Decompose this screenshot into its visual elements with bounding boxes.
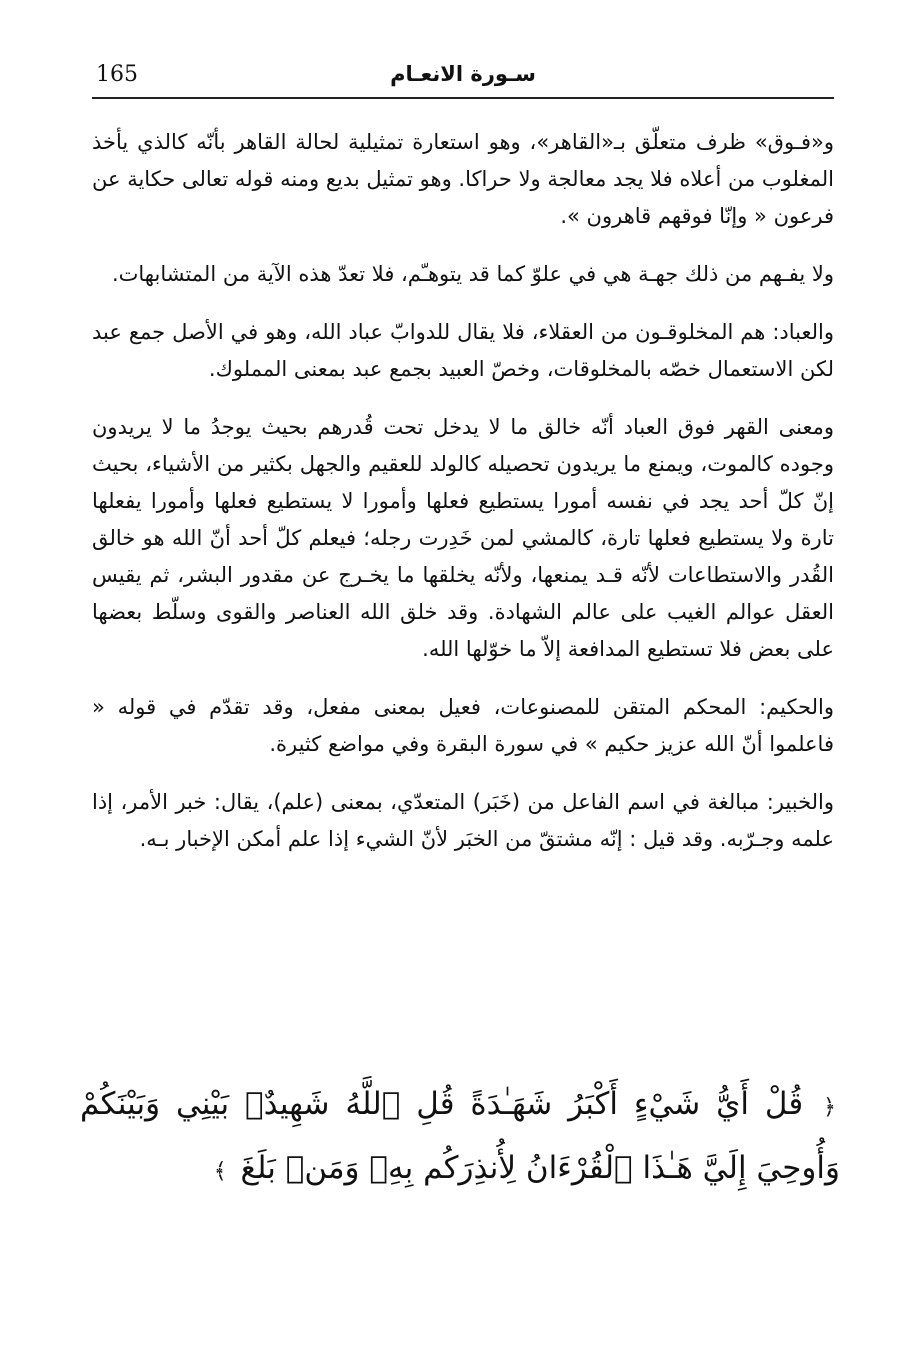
quran-verse xyxy=(80,1074,840,1202)
surah-title: سـورة الانعـام xyxy=(390,62,536,86)
verse-close-ornament: ﴾ xyxy=(213,1159,227,1184)
paragraph-ibad: والعباد: هم المخلوقـون من العقلاء، فلا يقال للدوابّ عباد الله، وهو في الأصل جمع عبد لكن الاستعمال خصّه بالمخلوقات، وخصّ العبيد بجمع عبد بمعنى المملوك. xyxy=(92,320,834,381)
paragraph-jiha: ولا يفـهم من ذلك جهـة هي في علوّ كما قد يتوهـّم، فلا تعدّ هذه الآية من المتشابهات. xyxy=(111,262,834,286)
body-text xyxy=(92,124,834,879)
paragraph-fawq: و«فـوق» ظرف متعلّق بـ«القاهر»، وهو استعارة تمثيلية لحالة القاهر بأنّه كالذي يأخذ المغلوب من أعلاه فلا يجد معالجة ولا حراكا. وهو تمثيل بديع ومنه قوله تعالى حكاية عن فرعون « وإنّا فوقهم قاهرون ». xyxy=(92,130,834,228)
paragraph-hakim: والحكيم: المحكم المتقن للمصنوعات، فعيل بمعنى مفعل، وقد تقدّم في قوله « فاعلموا أنّ الله عزيز حكيم » في سورة البقرة وفي مواضع كثيرة. xyxy=(92,695,834,756)
verse-open-ornament: ﴿ xyxy=(823,1095,836,1120)
header-divider xyxy=(92,97,834,99)
paragraph-qahr: ومعنى القهر فوق العباد أنّه خالق ما لا يدخل تحت قُدرهم بحيث يوجدُ ما لا يريدون وجوده كالموت، ويمنع ما يريدون تحصيله كالولد للعقيم والجهل بكثير من الأشياء، بحيث إنّ كلّ أحد يجد في نفسه أمورا يستطيع فعلها وأمورا لا يستطيع فعلها وأمورا يفعلها تارة ولا يستطيع فعلها تارة، كالمشي لمن خَدِرت رجله؛ فيعلم كلّ أحد أنّ الله هو خالق القُدر والاستطاعات لأنّه قـد يمنعها، ولأنّه يخلقها ما يخـرج عن مقدور البشر، ثم يقيس العقل عوالم الغيب على عالم الشهادة. وقد خلق الله العناصر والقوى وسلّط بعضها على بعض فلا تستطيع المدافعة إلاّ ما خوّلها الله. xyxy=(92,415,834,661)
verse-text: قُلْ أَيُّ شَيْءٍ أَكْبَرُ شَهَـٰدَةً قُلِ ٱللَّهُ شَهِيدٌۢ بَيْنِي وَبَيْنَكُمْ وَأُوحِيَ إِلَيَّ هَـٰذَا ٱلْقُرْءَانُ لِأُنذِرَكُم بِهِۦ وَمَنۢ بَلَغَ xyxy=(80,1086,840,1186)
page-header xyxy=(92,58,834,98)
paragraph-khabir: والخبير: مبالغة في اسم الفاعل من (خَبَر) المتعدّي، بمعنى (علم)، يقال: خبر الأمر، إذا علمه وجـرّبه. وقد قيل : إنّه مشتقّ من الخبَر لأنّ الشيء إذا علم أمكن الإخبار بـه. xyxy=(92,790,834,851)
page-number: 165 xyxy=(96,62,138,87)
